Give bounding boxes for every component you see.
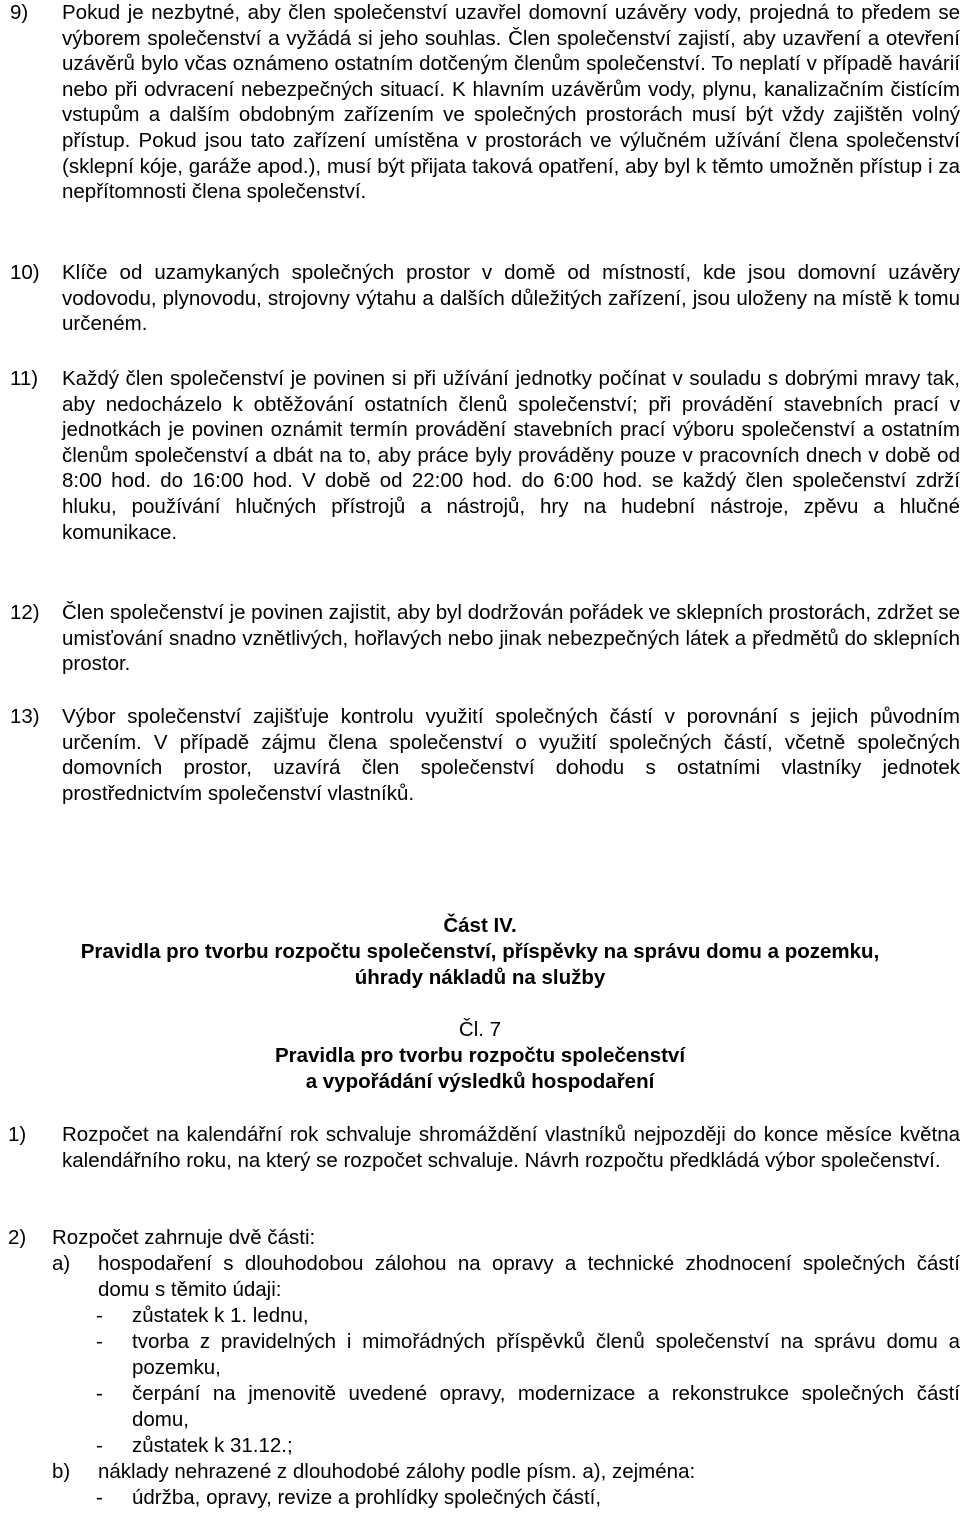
part-subtitle-line2: úhrady nákladů na služby (354, 966, 606, 989)
item-text: Rozpočet na kalendářní rok schvaluje shromáždění vlastníků nejpozději do konce měsíce května kalendářního roku, na který se rozpočet schvaluje. Návrh rozpočtu předkládá výbor společenství. (62, 1123, 960, 1172)
sub-item-text: hospodaření s dlouhodobou zálohou na opravy a technické zhodnocení společných částí domu s těmito údaji: (98, 1252, 960, 1301)
item-number: 12) (10, 601, 40, 624)
item-text: Pokud je nezbytné, aby člen společenství uzavřel domovní uzávěry vody, projedná to předem se výborem společenství a vyžádá si jeho souhlas. Člen společenství zajistí, aby uzavření a otevření uzávěrů bylo včas oznámeno ostatním dotčeným členům společenství. To neplatí v případě havárií nebo při odvracení nebezpečných situací. K hlavním uzávěrům vody, plynu, kanalizačním čistícím vstupům a dalším obdobným zařízením ve společných prostorách musí být vždy zajištěn volný přístup. Pokud jsou tato zařízení umístěna v prostorách ve výlučném užívání člena společenství (sklepní kóje, garáže apod.), musí být přijata taková opatření, aby byl k těmto umožněn přístup i za nepřítomnosti člena společenství. (62, 1, 960, 204)
dash-bullet: - (96, 1330, 103, 1353)
dash-bullet: - (96, 1382, 103, 1405)
dash-bullet: - (96, 1434, 103, 1457)
article-number: Čl. 7 (458, 1018, 502, 1041)
item-number: 2) (8, 1226, 27, 1249)
sub-item-label: b) (52, 1460, 71, 1483)
dash-bullet: - (96, 1486, 103, 1509)
item-text: Výbor společenství zajišťuje kontrolu využití společných částí v porovnání s jejich původním určením. V případě zájmu člena společenství o využití společných částí, včetně společných domovních prostor, uzavírá člen společenství dohodu s ostatními vlastníky jednotek prostřednictvím společenství vlastníků. (62, 705, 960, 805)
part-title: Část IV. (443, 914, 517, 937)
item-number: 10) (10, 261, 40, 284)
dash-text: čerpání na jmenovitě uvedené opravy, modernizace a rekonstrukce společných částí domu, (132, 1382, 960, 1431)
part-subtitle-line1: Pravidla pro tvorbu rozpočtu společenství, příspěvky na správu domu a pozemku, (80, 940, 880, 963)
dash-text: údržba, opravy, revize a prohlídky společných částí, (132, 1486, 602, 1509)
item-text: Každý člen společenství je povinen si při užívání jednotky počínat v souladu s dobrými mravy tak, aby nedocházelo k obtěžování ostatních členů společenství; při provádění stavebních prací v jednotkách je povinen oznámit termín provádění stavebních prací výboru společenství a ostatním členům společenství a dbát na to, aby práce byly prováděny pouze v pracovních dnech v době od 8:00 hod. do 16:00 hod. V době od 22:00 hod. do 6:00 hod. se každý člen společenství zdrží hluku, používání hlučných přístrojů a nástrojů, hry na hudební nástroje, zpěvu a hlučné komunikace. (62, 367, 960, 544)
dash-text: zůstatek k 1. lednu, (132, 1304, 309, 1327)
dash-bullet: - (96, 1304, 103, 1327)
item-text: Člen společenství je povinen zajistit, aby byl dodržován pořádek ve sklepních prostorách, zdržet se umisťování snadno vznětlivých, hořlavých nebo jinak nebezpečných látek a předmětů do sklepních prostor. (62, 601, 960, 676)
item-number: 13) (10, 705, 40, 728)
dash-text: zůstatek k 31.12.; (132, 1434, 293, 1457)
item-text: Rozpočet zahrnuje dvě části: (52, 1226, 316, 1249)
item-text: Klíče od uzamykaných společných prostor v domě od místností, kde jsou domovní uzávěry vodovodu, plynovodu, strojovny výtahu a dalších důležitých zařízení, jsou uloženy na místě k tomu určeném. (62, 261, 960, 336)
sub-item-text: náklady nehrazené z dlouhodobé zálohy podle písm. a), zejména: (98, 1460, 696, 1483)
item-number: 1) (8, 1123, 27, 1146)
article-title-line1: Pravidla pro tvorbu rozpočtu společenství (274, 1044, 686, 1067)
dash-text: tvorba z pravidelných i mimořádných příspěvků členů společenství na správu domu a pozemku, (132, 1330, 960, 1379)
article-title-line2: a vypořádání výsledků hospodaření (305, 1070, 655, 1093)
sub-item-label: a) (52, 1252, 71, 1275)
item-number: 9) (10, 1, 29, 24)
item-number: 11) (10, 367, 39, 390)
